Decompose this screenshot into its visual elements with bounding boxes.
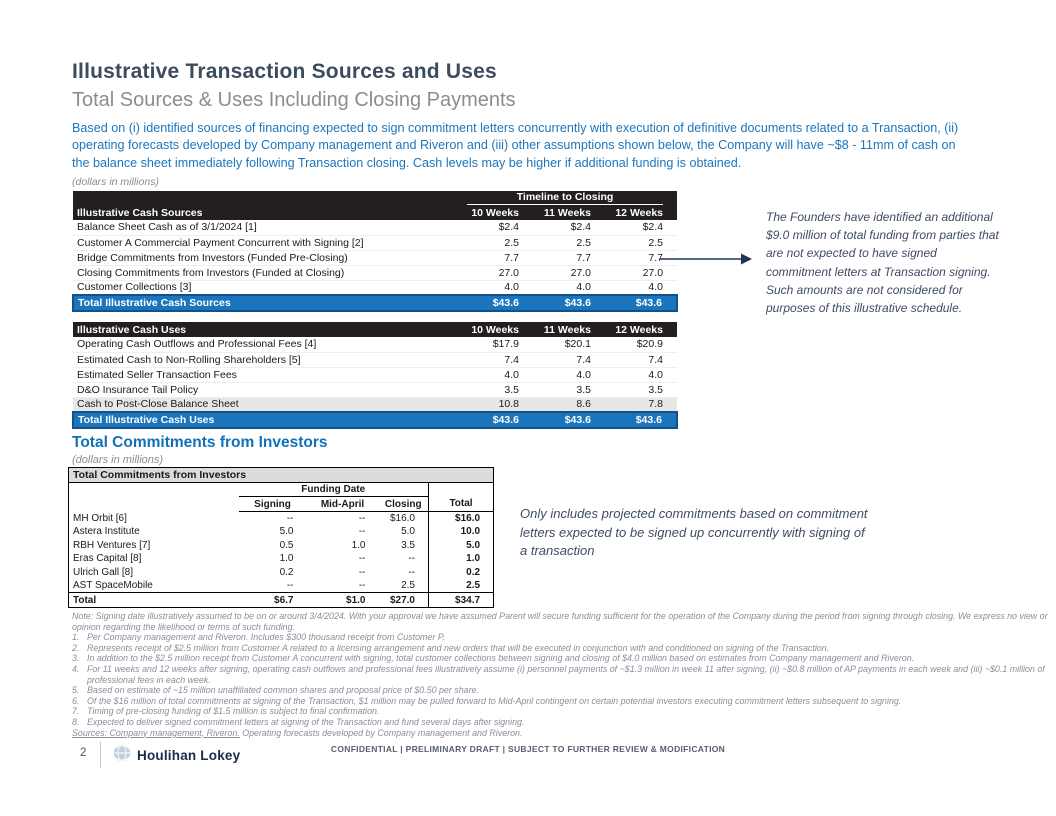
- column-header: 10 Weeks: [461, 322, 533, 337]
- footnote-number: 6.: [72, 695, 80, 706]
- confidential-notice: CONFIDENTIAL | PRELIMINARY DRAFT | SUBJECT TO FURTHER REVIEW & MODIFICATION: [330, 744, 726, 754]
- table-row: [73, 397, 677, 412]
- cell-value: $20.1: [564, 338, 591, 351]
- cell-value: 2.5: [429, 579, 494, 593]
- logo-text: Houlihan Lokey: [137, 748, 241, 763]
- cell-value: 2.5: [648, 236, 664, 249]
- footnote-item: [72, 643, 1050, 654]
- cell-value: 1.0: [429, 552, 494, 566]
- table-header-row: [73, 322, 677, 337]
- cell-value: 5.0: [279, 526, 294, 538]
- footnote-number: 2.: [72, 642, 80, 653]
- cell-value: --: [358, 513, 366, 524]
- cell-value: 4.0: [576, 281, 591, 294]
- cell-value: 3.5: [401, 539, 415, 551]
- page-title: Illustrative Transaction Sources and Uses: [72, 60, 497, 83]
- footnote-sources-underlined: Sources: Company management, Riveron.: [72, 727, 240, 738]
- table-row: [73, 280, 677, 295]
- column-header: 11 Weeks: [533, 205, 605, 220]
- cash-uses-table: [72, 322, 678, 429]
- footnote-item: [72, 653, 1050, 664]
- total-row: [73, 412, 677, 428]
- column-header: Signing: [239, 497, 307, 512]
- footnote-text: Timing of pre-closing funding of $1.5 million is subject to final confirmation.: [87, 706, 380, 717]
- cell-value: $17.9: [492, 338, 519, 351]
- cell-value: $20.9: [636, 338, 663, 351]
- cell-value: 3.5: [504, 383, 519, 396]
- table-row: [69, 512, 494, 526]
- row-label: Ulrich Gall [8]: [73, 566, 134, 578]
- footnote-sources-rest: Operating forecasts developed by Company management and Riveron.: [239, 727, 523, 738]
- footnote-number: 3.: [72, 653, 80, 664]
- footnote-text: Represents receipt of $2.5 million from Customer A related to a licensing arrangement and new orders that will be executed in conjunction with and conditioned on signing of the Transaction.: [87, 642, 830, 653]
- total-value: $43.6: [533, 412, 605, 428]
- cell-value: 0.2: [429, 566, 494, 580]
- page-number: 2: [80, 747, 87, 759]
- table-row: [69, 539, 494, 553]
- footnotes: [72, 611, 1050, 738]
- row-label: Bridge Commitments from Investors (Funded Pre-Closing): [77, 251, 348, 264]
- table-row: [73, 250, 677, 265]
- founders-funding-annotation: The Founders have identified an additional $9.0 million of total funding from parties that are not expected to have signed commitment letters at Transaction signing. Such amounts are not considered for purposes of this illustrative schedule.: [766, 210, 999, 316]
- cell-value: 7.4: [648, 353, 663, 366]
- row-label: Eras Capital [8]: [73, 553, 142, 565]
- commitments-units-note: (dollars in millions): [72, 454, 164, 466]
- row-label: Customer Collections [3]: [77, 281, 192, 294]
- footnote-text: For 11 weeks and 12 weeks after signing, operating cash outflows and professional fees illustratively assume (i) personnel payments of ~$1.3 million in week 11 after signing, (ii) ~$0.8 million of AP payments in each week and (iii) ~$0.1 million of professional fees in each week.: [87, 663, 1045, 685]
- cell-value: 4.0: [504, 368, 519, 381]
- cell-value: --: [358, 553, 366, 565]
- cell-value: $2.4: [570, 221, 591, 234]
- cell-value: 27.0: [642, 266, 664, 279]
- footnote-item: [72, 685, 1050, 696]
- total-value: $34.7: [429, 593, 494, 608]
- cell-value: --: [358, 526, 366, 538]
- cell-value: --: [358, 566, 366, 578]
- cell-value: 0.2: [279, 566, 294, 578]
- total-value: $43.6: [461, 412, 533, 428]
- footnote-sources: [72, 728, 1050, 739]
- cell-value: 3.5: [648, 383, 663, 396]
- table-row: [73, 337, 677, 352]
- row-label: Balance Sheet Cash as of 3/1/2024 [1]: [77, 221, 257, 234]
- footnote-item: [72, 632, 1050, 643]
- timeline-spanner-cell: [461, 191, 677, 205]
- total-value: $43.6: [461, 295, 533, 311]
- footnote-item: [72, 696, 1050, 707]
- cell-value: $16.0: [429, 512, 494, 526]
- cash-sources-table: [72, 191, 678, 312]
- footnote-text: In addition to the $2.5 million receipt from Customer A concurrent with signing, total customer collections between signing and closing of $4.0 million based on estimates from Company management and Riveron.: [87, 653, 915, 664]
- table-row: [73, 235, 677, 250]
- cell-value: --: [408, 566, 415, 578]
- cell-value: 7.8: [648, 398, 663, 411]
- table-title-row: [69, 468, 494, 483]
- table-row: [69, 552, 494, 566]
- total-row: [73, 295, 677, 311]
- footnote-text: Based on estimate of ~15 million unaffiliated common shares and proposal price of $0.50 per share.: [87, 685, 479, 696]
- row-label: Cash to Post-Close Balance Sheet: [77, 398, 239, 411]
- column-header: Mid-April: [307, 497, 379, 512]
- table-row: [73, 367, 677, 382]
- cell-value: --: [286, 513, 294, 524]
- row-label: Estimated Cash to Non-Rolling Shareholders [5]: [77, 353, 301, 366]
- column-header: 11 Weeks: [533, 322, 605, 337]
- cell-value: 4.0: [576, 368, 591, 381]
- cell-value: 1.0: [279, 553, 294, 565]
- row-label: Operating Cash Outflows and Professional Fees [4]: [77, 338, 317, 351]
- cell-value: --: [358, 580, 366, 591]
- total-value: $43.6: [533, 295, 605, 311]
- column-header: Total: [429, 497, 494, 512]
- units-note: (dollars in millions): [72, 176, 159, 188]
- cell-value: 7.7: [504, 251, 519, 264]
- column-header: Closing: [379, 497, 429, 512]
- cell-value: 27.0: [570, 266, 591, 279]
- cell-value: 27.0: [498, 266, 519, 279]
- table-row: [73, 220, 677, 235]
- table-row: [73, 265, 677, 280]
- timeline-spanner: Timeline to Closing: [467, 191, 663, 205]
- total-value: $1.0: [307, 593, 379, 608]
- table-row: [69, 579, 494, 593]
- spanner-spacer: [69, 483, 239, 497]
- cell-value: 5.0: [401, 526, 415, 538]
- cell-value: 4.0: [648, 368, 663, 381]
- cell-value: 2.5: [576, 236, 591, 249]
- commitments-table: [68, 467, 494, 608]
- footnote-number: 1.: [72, 632, 80, 643]
- table-row: [69, 566, 494, 580]
- cell-value: --: [286, 580, 294, 591]
- cell-value: 2.5: [401, 580, 415, 591]
- arrow-icon: [660, 252, 752, 271]
- row-label: AST SpaceMobile: [73, 580, 153, 591]
- cell-value: 4.0: [648, 281, 664, 294]
- page-subtitle: Total Sources & Uses Including Closing Payments: [72, 89, 516, 111]
- cell-value: 7.7: [648, 251, 664, 264]
- table-header-row: [73, 205, 677, 220]
- footnote-number: 7.: [72, 706, 80, 717]
- intro-paragraph: Based on (i) identified sources of financing expected to sign commitment letters concurrently with execution of definitive documents related to a Transaction, (ii) operating forecasts developed by Company management and Riveron and (iii) other assumptions shown below, the Company will have ~$8 - 11mm of cash on the balance sheet immediately following Transaction closing. Cash levels may be higher if additional funding is obtained.: [72, 121, 959, 170]
- footnote-number: 4.: [72, 663, 80, 674]
- total-value: $6.7: [239, 593, 307, 608]
- total-label: Total Illustrative Cash Uses: [73, 412, 461, 428]
- cell-value: 8.6: [576, 398, 591, 411]
- cell-value: 10.8: [498, 398, 519, 411]
- footnote-number: 8.: [72, 716, 80, 727]
- cell-value: --: [408, 553, 415, 565]
- table-row: [73, 191, 677, 205]
- column-header: 12 Weeks: [605, 205, 677, 220]
- commitments-heading: Total Commitments from Investors: [72, 434, 328, 451]
- footnote-text: Of the $16 million of total commitments at signing of the Transaction, $1 million may be pulled forward to Mid-April contingent on certain potential investors executing commitment letters subsequent to signing.: [87, 695, 902, 706]
- cell-value: 4.0: [504, 281, 519, 294]
- cell-value: 10.0: [429, 525, 494, 539]
- funding-date-spanner: Funding Date: [239, 483, 429, 497]
- row-label: Customer A Commercial Payment Concurrent with Signing [2]: [77, 236, 364, 249]
- row-label: Estimated Seller Transaction Fees: [77, 368, 237, 381]
- footnote-item: [72, 717, 1050, 728]
- total-value: $43.6: [605, 412, 677, 428]
- table-row: [69, 483, 494, 497]
- footnote-text: Per Company management and Riveron. Includes $300 thousand receipt from Customer P.: [87, 632, 445, 643]
- table-row: [69, 525, 494, 539]
- footnote-item: [72, 664, 1050, 685]
- cell-value: 7.4: [504, 353, 519, 366]
- commitments-table-title: Total Commitments from Investors: [69, 468, 494, 483]
- total-row: [69, 593, 494, 608]
- footnote-note: Note: Signing date illustratively assumed to be on or around 3/4/2024. With your approval we have assumed Parent will secure funding sufficient for the operation of the Company during the period from signing through closing. We express no view or opinion regarding the likelihood or terms of such funding.: [72, 611, 1048, 632]
- footnote-text: Expected to deliver signed commitment letters at signing of the Transaction and fund several days after signing.: [87, 716, 525, 727]
- total-value: $27.0: [379, 593, 429, 608]
- cell-value: 7.7: [576, 251, 591, 264]
- uses-table-title: Illustrative Cash Uses: [73, 322, 461, 337]
- total-value: $43.6: [605, 295, 677, 311]
- table-row: [73, 382, 677, 397]
- spanner-spacer: [73, 191, 461, 205]
- spanner-spacer: [429, 483, 494, 497]
- table-row: [73, 352, 677, 367]
- footnote-item: [72, 706, 1050, 717]
- table-header-row: [69, 497, 494, 512]
- cell-value: $16.0: [389, 513, 415, 524]
- column-header: 12 Weeks: [605, 322, 677, 337]
- row-label: RBH Ventures [7]: [73, 539, 151, 551]
- sources-table-title: Illustrative Cash Sources: [73, 205, 461, 220]
- row-label: Closing Commitments from Investors (Funded at Closing): [77, 266, 345, 279]
- cell-value: 7.4: [576, 353, 591, 366]
- total-label: Total Illustrative Cash Sources: [73, 295, 461, 311]
- row-label: MH Orbit [6]: [73, 512, 127, 524]
- cell-value: $2.4: [498, 221, 519, 234]
- cell-value: 1.0: [351, 539, 366, 551]
- cell-value: 0.5: [279, 539, 294, 551]
- cell-value: 3.5: [576, 383, 591, 396]
- footnote-number: 5.: [72, 685, 80, 696]
- cell-value: 5.0: [429, 539, 494, 553]
- header-spacer: [69, 497, 239, 512]
- cell-value: 2.5: [504, 236, 519, 249]
- row-label: D&O Insurance Tail Policy: [77, 383, 199, 396]
- cell-value: $2.4: [642, 221, 664, 234]
- commitments-annotation: Only includes projected commitments based on commitment letters expected to be signed up concurrently with signing of a transaction: [520, 506, 868, 558]
- row-label: Astera Institute: [73, 526, 140, 538]
- total-label: Total: [69, 593, 239, 608]
- column-header: 10 Weeks: [461, 205, 533, 220]
